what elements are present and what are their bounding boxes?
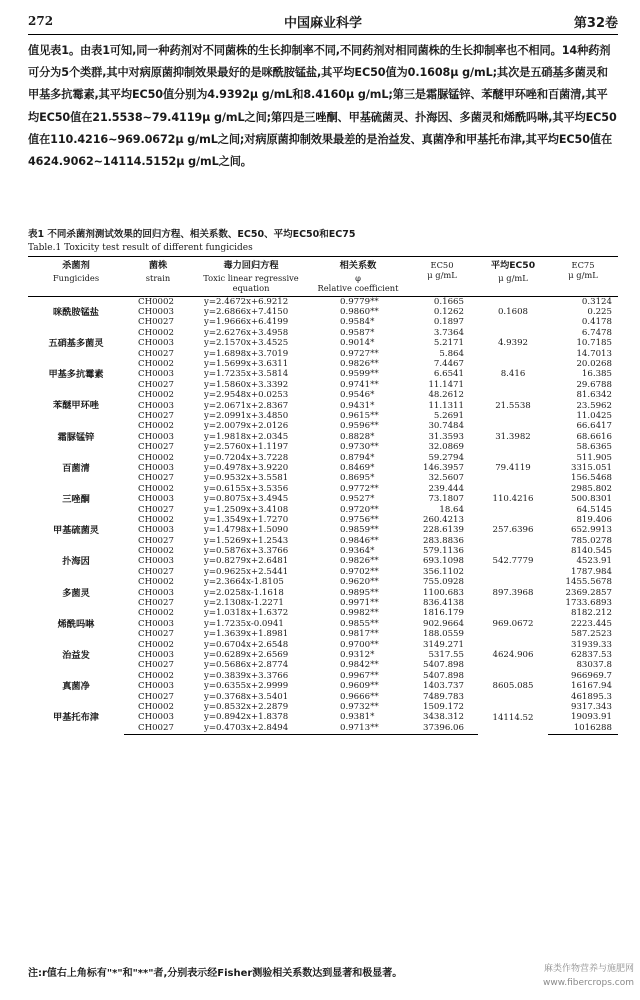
col-coefficient (310, 257, 406, 297)
mean-ec50-cell: 8.416 (500, 369, 526, 380)
fungicide-name: 治益发 (62, 649, 90, 661)
table-row (28, 484, 618, 494)
ec75-cell: 2223.445 (570, 618, 612, 629)
ec50-cell: 59.2794 (428, 452, 464, 463)
table-row (28, 422, 618, 432)
coefficient-cell: 0.9587* (340, 327, 375, 338)
ec75-cell: 29.6788 (576, 379, 612, 390)
coefficient-cell: 0.9826** (340, 359, 379, 370)
coefficient-cell: 0.9895** (340, 587, 379, 598)
equation-cell: y=0.5686x+2.8774 (204, 660, 289, 671)
equation-cell: y=1.3639x+1.8981 (204, 629, 289, 640)
coefficient-cell: 0.9730** (340, 442, 379, 453)
col-ec50 (406, 257, 478, 297)
equation-cell: y=2.0991x+3.4850 (204, 410, 289, 421)
fungicide-name: 真菌净 (62, 681, 90, 693)
strain-cell: CH0027 (138, 660, 174, 671)
coefficient-cell: 0.9859** (340, 525, 379, 536)
col-strain-en: strain (145, 272, 171, 283)
col-coef-symbol: φ (355, 272, 361, 283)
coefficient-cell: 0.9620** (340, 577, 379, 588)
ec50-cell: 30.7484 (428, 421, 464, 432)
equation-cell: y=0.3839x+3.3766 (204, 670, 289, 681)
ec75-cell: 2985.802 (570, 483, 612, 494)
coefficient-cell: 0.9312* (340, 649, 375, 660)
fungicide-name: 百菌清 (62, 462, 90, 474)
equation-cell: y=0.7204x+3.7228 (204, 452, 289, 463)
ec75-cell: 966969.7 (570, 670, 612, 681)
ec50-cell: 7489.783 (422, 691, 464, 702)
strain-cell: CH0003 (138, 649, 174, 660)
ec50-cell: 356.1102 (422, 566, 464, 577)
strain-cell: CH0003 (138, 681, 174, 692)
ec75-cell: 20.0268 (576, 359, 612, 370)
coefficient-cell: 0.9971** (340, 598, 379, 609)
table-row (28, 329, 618, 339)
strain-cell: CH0002 (138, 390, 174, 401)
strain-cell: CH0003 (138, 712, 174, 723)
coefficient-cell: 0.9967** (340, 670, 379, 681)
strain-cell: CH0027 (138, 629, 174, 640)
ec75-cell: 81.6342 (576, 390, 612, 401)
strain-cell: CH0002 (138, 421, 174, 432)
equation-cell: y=1.4798x+1.5090 (204, 525, 289, 536)
fungicide-name: 三唑酮 (62, 494, 90, 505)
ec75-cell: 14.7013 (576, 348, 612, 359)
strain-cell: CH0002 (138, 608, 174, 619)
equation-cell: y=0.8942x+1.8378 (204, 712, 289, 723)
ec75-cell: 0.4178 (581, 317, 612, 328)
coefficient-cell: 0.9584* (340, 317, 375, 328)
ec75-cell: 0.225 (587, 307, 612, 318)
strain-cell: CH0027 (138, 535, 174, 546)
toxicity-table (28, 256, 618, 735)
coefficient-cell: 0.9609** (340, 681, 379, 692)
ec50-cell: 3.7364 (433, 327, 464, 338)
ec50-cell: 579.1136 (422, 546, 464, 557)
ec75-cell: 58.6365 (576, 442, 612, 453)
equation-cell: y=2.4672x+6.9212 (204, 296, 289, 307)
coefficient-cell: 0.9846** (340, 535, 379, 546)
coefficient-cell: 0.9779** (340, 296, 379, 307)
ec75-cell: 785.0278 (570, 535, 612, 546)
col-mean-ec50-label: 平均EC50 (490, 260, 536, 271)
ec50-cell: 3149.271 (422, 639, 464, 650)
ec75-cell: 500.8301 (570, 494, 612, 505)
mean-ec50-cell: 0.1608 (497, 307, 529, 318)
col-ec75 (548, 257, 618, 297)
mean-ec50-cell: 257.6396 (492, 525, 534, 536)
page-header (28, 10, 618, 32)
fungicide-name: 扑海因 (62, 556, 90, 568)
table-row (28, 297, 618, 308)
strain-cell: CH0002 (138, 670, 174, 681)
ec50-cell: 902.9664 (422, 618, 464, 629)
strain-cell: CH0002 (138, 577, 174, 588)
ec50-cell: 3438.312 (422, 712, 464, 723)
strain-cell: CH0002 (138, 639, 174, 650)
strain-cell: CH0003 (138, 462, 174, 473)
coefficient-cell: 0.9702** (340, 566, 379, 577)
ec50-cell: 32.5607 (428, 473, 464, 484)
equation-cell: y=0.8075x+3.4945 (204, 494, 289, 505)
ec75-cell: 8140.545 (570, 546, 612, 557)
fungicide-name: 苯醚甲环唑 (53, 400, 99, 412)
ec50-cell: 228.6139 (422, 525, 464, 536)
coefficient-cell: 0.9381* (340, 712, 375, 723)
coefficient-cell: 0.9855** (340, 618, 379, 629)
strain-cell: CH0002 (138, 546, 174, 557)
equation-cell: y=0.4703x+2.8494 (192, 723, 310, 734)
equation-cell: y=2.3664x-1.8105 (204, 577, 284, 588)
ec75-cell: 10.7185 (576, 338, 612, 349)
page-number: 272 (28, 14, 54, 28)
table-row (28, 547, 618, 557)
strain-cell: CH0027 (138, 348, 174, 359)
ec75-cell: 1733.6893 (565, 598, 612, 609)
ec75-cell: 16167.94 (570, 681, 612, 692)
mean-ec50-cell: 897.3968 (492, 587, 534, 598)
fungicide-name: 咪酰胺锰盐 (53, 306, 99, 318)
ec50-cell: 31.3593 (428, 431, 464, 442)
ec50-cell: 18.64 (439, 504, 464, 515)
coefficient-cell: 0.9817** (340, 629, 379, 640)
equation-cell: y=0.6704x+2.6548 (204, 639, 289, 650)
table-head (28, 257, 618, 297)
mean-ec50-cell: 79.4119 (495, 462, 531, 473)
table-body (28, 297, 618, 734)
equation-cell: y=0.8532x+2.2879 (204, 701, 289, 712)
fungicide-name: 甲基托布津 (53, 712, 99, 724)
coefficient-cell: 0.9842** (340, 660, 379, 671)
col-ec75-unit: μ g/mL (568, 269, 598, 280)
equation-cell: y=1.9818x+2.0345 (204, 431, 289, 442)
strain-cell: CH0002 (138, 296, 174, 307)
equation-cell: y=2.0079x+2.0126 (204, 421, 289, 432)
equation-cell: y=2.9548x+0.0253 (204, 390, 289, 401)
ec75-cell: 9317.343 (570, 701, 612, 712)
table-row (28, 609, 618, 619)
fungicide-name: 甲基多抗霉素 (48, 369, 104, 381)
mean-ec50-cell: 542.7779 (492, 556, 534, 567)
ec75-cell: 511.905 (576, 452, 612, 463)
coefficient-cell: 0.8794* (340, 452, 375, 463)
ec75-cell: 83037.8 (576, 660, 612, 671)
ec75-cell: 6.7478 (581, 327, 612, 338)
fungicide-name: 五硝基多菌灵 (48, 338, 104, 350)
coefficient-cell: 0.9014* (340, 338, 375, 349)
mean-ec50-cell: 31.3982 (495, 431, 531, 442)
strain-cell: CH0003 (138, 431, 174, 442)
coefficient-cell: 0.9713** (310, 723, 406, 734)
coefficient-cell: 0.9527* (340, 494, 375, 505)
ec75-cell: 64.5145 (576, 504, 612, 515)
ec50-cell: 1100.683 (422, 587, 464, 598)
coefficient-cell: 0.9741** (340, 379, 379, 390)
ec75-cell: 68.6616 (576, 431, 612, 442)
equation-cell: y=0.9532x+3.5581 (204, 473, 289, 484)
strain-cell: CH0002 (138, 359, 174, 370)
strain-cell: CH0003 (138, 525, 174, 536)
coefficient-cell: 0.8828* (340, 431, 375, 442)
col-mean-ec50-unit: μ g/mL (498, 272, 528, 283)
ec75-cell: 31939.33 (570, 639, 612, 650)
ec75-cell: 652.9913 (570, 525, 612, 536)
fungicide-name: 烯酰吗啉 (57, 618, 95, 630)
strain-cell: CH0027 (138, 566, 174, 577)
col-mean-ec50 (478, 257, 548, 297)
coefficient-cell: 0.9727** (340, 348, 379, 359)
coefficient-cell: 0.9666** (340, 691, 379, 702)
col-coef-en: Relative coefficient (317, 282, 399, 293)
watermark-line2: www.fibercrops.com (543, 978, 634, 988)
table-caption-cn: 表1 不同杀菌剂测试效果的回归方程、相关系数、EC50、平均EC50和EC75 (28, 229, 356, 240)
mean-ec50-cell: 21.5538 (495, 400, 531, 411)
body-paragraph-block (28, 40, 618, 173)
mean-ec50-cell: 4.9392 (497, 338, 529, 349)
strain-cell: CH0002 (138, 452, 174, 463)
coefficient-cell: 0.9772** (340, 483, 379, 494)
ec50-cell: 283.8836 (422, 535, 464, 546)
col-equation-en: Toxic linear regressive equation (203, 272, 299, 293)
fungicide-name: 多菌灵 (62, 587, 90, 599)
mean-ec50-cell: 8605.085 (492, 681, 534, 692)
ec50-cell: 6.6541 (433, 369, 464, 380)
volume-label: 第32卷 (573, 16, 618, 31)
equation-cell: y=0.5876x+3.3766 (204, 546, 289, 557)
table-row (28, 640, 618, 650)
ec50-cell: 5317.55 (428, 649, 464, 660)
strain-cell: CH0027 (138, 473, 174, 484)
col-strain (124, 257, 192, 297)
ec50-cell: 836.4138 (422, 598, 464, 609)
coefficient-cell: 0.8469* (340, 462, 375, 473)
ec75-cell: 461895.3 (570, 691, 612, 702)
ec75-cell: 1787.984 (570, 566, 612, 577)
coefficient-cell: 0.9599** (340, 369, 379, 380)
equation-cell: y=2.1308x-1.2271 (204, 598, 284, 609)
ec75-cell: 1455.5678 (565, 577, 612, 588)
equation-cell: y=0.9625x+2.5441 (204, 566, 289, 577)
ec75-cell: 587.2523 (570, 629, 612, 640)
col-strain-cn: 菌株 (148, 260, 168, 271)
mean-ec50-cell: 14114.52 (492, 712, 534, 723)
ec75-cell: 11.0425 (576, 410, 612, 421)
strain-cell: CH0002 (138, 701, 174, 712)
ec75-cell: 819.406 (576, 514, 612, 525)
equation-cell: y=1.7235x-0.0941 (204, 618, 284, 629)
strain-cell: CH0027 (138, 442, 174, 453)
ec50-cell: 260.4213 (422, 514, 464, 525)
equation-cell: y=2.5760x+1.1197 (204, 442, 289, 453)
strain-cell: CH0027 (138, 317, 174, 328)
equation-cell: y=2.6276x+3.4958 (204, 327, 289, 338)
ec50-cell: 48.2612 (428, 390, 464, 401)
ec50-cell: 5407.898 (422, 670, 464, 681)
equation-cell: y=0.6355x+2.9999 (204, 681, 289, 692)
strain-cell: CH0003 (138, 307, 174, 318)
coefficient-cell: 0.9431* (340, 400, 375, 411)
ec75-cell: 19093.91 (570, 712, 612, 723)
strain-cell: CH0027 (138, 504, 174, 515)
coefficient-cell: 0.9860** (340, 307, 379, 318)
ec50-cell: 5.2171 (433, 338, 464, 349)
equation-cell: y=2.0258x-1.1618 (204, 587, 284, 598)
table-row (28, 578, 618, 588)
strain-cell: CH0027 (138, 410, 174, 421)
fungicide-name: 甲基硫菌灵 (53, 525, 99, 537)
equation-cell: y=1.5860x+3.3392 (204, 379, 289, 390)
coefficient-cell: 0.9596** (340, 421, 379, 432)
equation-cell: y=0.8279x+2.6481 (204, 556, 289, 567)
strain-cell: CH0003 (138, 556, 174, 567)
strain-cell: CH0002 (138, 514, 174, 525)
strain-cell: CH0003 (138, 400, 174, 411)
ec50-cell: 5407.898 (422, 660, 464, 671)
col-equation (192, 257, 310, 297)
ec50-cell: 188.0559 (422, 629, 464, 640)
watermark-line1: 麻类作物营养与施肥网 (543, 964, 634, 974)
ec50-cell: 5.864 (439, 348, 464, 359)
equation-cell: y=0.3768x+3.5401 (204, 691, 289, 702)
ec50-cell: 1816.179 (422, 608, 464, 619)
journal-title: 中国麻业科学 (283, 16, 362, 31)
coefficient-cell: 0.9546* (340, 390, 375, 401)
ec75-cell: 156.5468 (570, 473, 612, 484)
equation-cell: y=2.1570x+3.4525 (204, 338, 289, 349)
table-row (28, 391, 618, 401)
equation-cell: y=1.2509x+3.4108 (204, 504, 289, 515)
coefficient-cell: 0.9615** (340, 410, 379, 421)
ec75-cell: 16.385 (581, 369, 612, 380)
ec50-cell: 693.1098 (422, 556, 464, 567)
ec50-cell: 5.2691 (433, 410, 464, 421)
col-fungicide-en: Fungicides (52, 272, 100, 283)
table-header-row (28, 257, 618, 297)
table-row (28, 516, 618, 526)
strain-cell: CH0027 (138, 598, 174, 609)
table-row (28, 453, 618, 463)
strain-cell: CH0027 (124, 723, 192, 734)
mean-ec50-cell: 4624.906 (492, 649, 534, 660)
ec50-cell: 0.1897 (433, 317, 464, 328)
coefficient-cell: 0.9732** (340, 701, 379, 712)
equation-cell: y=1.7235x+3.5814 (204, 369, 289, 380)
equation-cell: y=1.9666x+6.4199 (204, 317, 289, 328)
ec50-cell: 755.0928 (422, 577, 464, 588)
ec50-cell: 0.1665 (433, 296, 464, 307)
ec75-cell: 3315.051 (570, 462, 612, 473)
header-rule (28, 34, 618, 35)
ec50-cell: 32.0869 (428, 442, 464, 453)
watermark (543, 962, 634, 990)
ec75-cell: 66.6417 (576, 421, 612, 432)
ec50-cell: 1403.737 (422, 681, 464, 692)
equation-cell: y=1.0318x+1.6372 (204, 608, 289, 619)
equation-cell: y=0.6289x+2.6569 (204, 649, 289, 660)
equation-cell: y=0.4978x+3.9220 (204, 462, 289, 473)
coefficient-cell: 0.9826** (340, 556, 379, 567)
ec50-cell: 0.1262 (433, 307, 464, 318)
strain-cell: CH0027 (138, 691, 174, 702)
coefficient-cell: 0.9720** (340, 504, 379, 515)
strain-cell: CH0003 (138, 587, 174, 598)
ec75-cell: 8182.212 (570, 608, 612, 619)
coefficient-cell: 0.9364* (340, 546, 375, 557)
ec50-cell: 11.1471 (428, 379, 464, 390)
mean-ec50-cell: 969.0672 (492, 618, 534, 629)
ec75-cell: 2369.2857 (565, 587, 612, 598)
ec75-cell: 23.5962 (576, 400, 612, 411)
coefficient-cell: 0.9700** (340, 639, 379, 650)
col-ec50-label: EC50 (430, 260, 454, 270)
table-row (28, 671, 618, 681)
ec50-cell: 239.444 (428, 483, 464, 494)
ec75-cell: 4523.91 (576, 556, 612, 567)
equation-cell: y=2.0671x+2.8367 (204, 400, 289, 411)
table-row (28, 703, 618, 713)
table-row (28, 360, 618, 370)
table-footnote: 注:r值右上角标有"*"和"**"者,分别表示经Fisher测验相关系数达到显著和极显著。 (28, 968, 403, 979)
ec75-cell: 1016288 (548, 723, 618, 734)
ec50-cell: 11.1311 (428, 400, 464, 411)
strain-cell: CH0002 (138, 327, 174, 338)
col-coef-cn: 相关系数 (339, 260, 377, 271)
ec75-cell: 62837.53 (570, 649, 612, 660)
strain-cell: CH0003 (138, 338, 174, 349)
ec50-cell: 37396.06 (406, 723, 478, 734)
mean-ec50-cell: 110.4216 (492, 494, 534, 505)
coefficient-cell: 0.8695* (340, 473, 375, 484)
fungicide-name: 霜脲锰锌 (57, 431, 95, 443)
ec50-cell: 1509.172 (422, 701, 464, 712)
table-caption-en: Table.1 Toxicity test result of different fungicides (28, 243, 253, 253)
equation-cell: y=2.6866x+7.4150 (204, 307, 289, 318)
equation-cell: y=0.6155x+3.5356 (204, 483, 289, 494)
ec75-cell: 0.3124 (581, 296, 612, 307)
strain-cell: CH0003 (138, 369, 174, 380)
ec50-cell: 7.4467 (433, 359, 464, 370)
col-fungicide (28, 257, 124, 297)
col-equation-cn: 毒力回归方程 (223, 260, 279, 271)
equation-cell: y=1.5699x+3.6311 (204, 359, 289, 370)
equation-cell: y=1.3549x+1.7270 (204, 514, 289, 525)
col-ec75-label: EC75 (571, 260, 595, 270)
equation-cell: y=1.6898x+3.7019 (204, 348, 289, 359)
strain-cell: CH0003 (138, 618, 174, 629)
body-paragraph: 值见表1。由表1可知,同一种药剂对不同菌株的生长抑制率不同,不同药剂对相同菌株的生长抑制率也不相同。14种药剂可分为5个类群,其中对病原菌抑制效果最好的是咪酰胺锰盐,其平均EC50值为0.1608μ g/mL;其次是五硝基多菌灵和甲基多抗霉素,其平均EC50值分别为4.9392μ g/mL和8.4160μ g/mL;第三是霜脲锰锌、苯醚甲环唑和百菌清,其平均EC50值在21.5538~79.4119μ g/mL之间;第四是三唑酮、甲基硫菌灵、扑海因、多菌灵和烯酰吗啉,其平均EC50值在110.4216~969.0672μ g/mL之间;对病原菌抑制效果最差的是治益发、真菌净和甲基托布津,其平均EC50值在4624.9062~14114.5152μ g/mL之间。 (28, 44, 617, 169)
ec50-cell: 73.1807 (428, 494, 464, 505)
coefficient-cell: 0.9982** (340, 608, 379, 619)
coefficient-cell: 0.9756** (340, 514, 379, 525)
ec50-cell: 146.3957 (422, 462, 464, 473)
strain-cell: CH0003 (138, 494, 174, 505)
strain-cell: CH0027 (138, 379, 174, 390)
col-fungicide-cn: 杀菌剂 (62, 260, 90, 271)
strain-cell: CH0002 (138, 483, 174, 494)
col-ec50-unit: μ g/mL (427, 269, 457, 280)
equation-cell: y=1.5269x+1.2543 (204, 535, 289, 546)
